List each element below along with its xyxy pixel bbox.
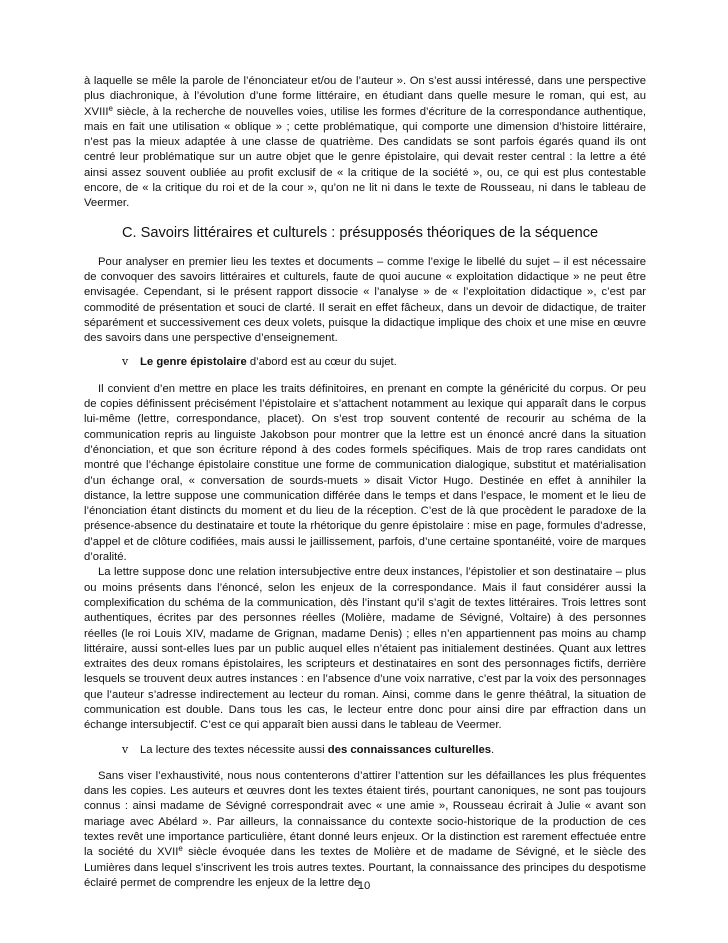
paragraph-exhaustivite: Sans viser l’exhaustivité, nous nous contenterons d’attirer l’attention sur les défaillances les plus fréquentes dans les copies. Les auteurs et œuvres dont les textes étaient tirés, pourtant canoniques, ne sont pas toujours connus : ainsi madame de Sévigné correspondrait avec « une amie », Rousseau écrirait à Julie « avant son mariage avec Abélard ». Par ailleurs, la connaissance du contexte socio-historique de la production de ces textes revêt une importance particulière, étant donné leurs enjeux. Or la distinction est rarement effectuée entre la société du XVIIe siècle évoquée dans les textes de Molière et de madame de Sévigné, et le siècle des Lumières dans lequel s’inscrivent les trois autres textes. Pourtant, la connaissance des principes du despotisme éclairé permet de comprendre les enjeux de la lettre de bbox=[84, 769, 646, 889]
bullet-marker: v bbox=[122, 355, 129, 369]
bullet-marker: v bbox=[122, 742, 129, 756]
page-number: 10 bbox=[357, 880, 371, 892]
bullet-genre-epistolaire: v Le genre épistolaire d’abord est au cœur du sujet. bbox=[84, 354, 646, 370]
section-heading: C. Savoirs littéraires et culturels : présupposés théoriques de la séquence bbox=[122, 224, 599, 241]
bullet-bold-text: des connaissances culturelles bbox=[327, 743, 492, 756]
bullet-bold-text: Le genre épistolaire bbox=[140, 356, 247, 369]
paragraph-intro: à laquelle se mêle la parole de l’énonciateur et/ou de l’auteur ». On s’est aussi intéressé, dans une perspective plus diachronique, à l’évolution d’une forme littéraire, en étudiant dans quelle mesure le roman, qui est, au XVIIIe siècle, à la recherche de nouvelles voies, utilise les formes d’écriture de la correspondance authentique, mais en fait une utilisation « oblique » ; cette problématique, qui comporte une dimension d’histoire littéraire, n’est pas la mieux adaptée à une classe de quatrième. Des candidats se sont parfois égarés quand ils ont centré leur problématique sur un autre objet que le genre épistolaire, qui devait rester central : la lettre a été ainsi assez souvent oubliée au profit exclusif de « la critique de la société », ou, ce qui est plus contestable encore, de « la critique du roi et de la cour », qu’on ne lit ni dans le texte de Rousseau, ni dans le tableau de Veermer. bbox=[84, 75, 646, 210]
paragraph-traits: Il convient d’en mettre en place les traits définitoires, en prenant en compte la généricité du corpus. Or peu de copies définissent précisément l’épistolaire et s’attachent notamment au lexique qui apparaît dans le corpus lui-même (lettre, correspondance, placet). On s’est trop souvent contenté de recourir au schéma de la communication repris au linguiste Jakobson pour montrer que la lettre est un énoncé ancré dans la situation d’énonciation, et que son écriture répond à des codes formels spécifiques. Mais de trop rares candidats ont montré que l’échange épistolaire constitue une forme de communication dialogique, substitut et matérialisation d’un échange oral, « conversation de sourds-muets » disait Victor Hugo. Destinée en effet à annihiler la distance, la lettre suppose une communication différée dans le temps et dans l’espace, le moment et le lieu de l’énonciation étant distincts du moment et du lieu de la réception. C’est de là que procèdent le paradoxe de la présence-absence du destinataire et toute la rhétorique du genre épistolaire : mise en page, formules d’adresse, d’appel et de clôture codifiées, mais aussi le jaillissement, parfois, d’une certaine spontanéité, voire de marques d’oralité. bbox=[84, 382, 646, 564]
superscript: e bbox=[178, 844, 183, 854]
bullet-connaissances: v La lecture des textes nécessite aussi des connaissances culturelles. bbox=[84, 742, 646, 758]
paragraph-analysis: Pour analyser en premier lieu les textes et documents – comme l’exige le libellé du sujet – il est nécessaire de convoquer des savoirs littéraires et culturels, faute de quoi aucune « exploitation didactique » ne peut être envisagée. Cependant, si le présent rapport dissocie « l’analyse » de « l’exploitation didactique », c’est par commodité de présentation et souci de clarté. Il serait en effet fâcheux, dans un devoir de didactique, de traiter séparément et successivement ces deux volets, puisque la didactique implique des choix et une mise en œuvre des savoirs dans une perspective d’enseignement. bbox=[84, 255, 646, 345]
document-body bbox=[84, 74, 646, 891]
paragraph-relation: La lettre suppose donc une relation intersubjective entre deux instances, l’épistolier et son destinataire – plus ou moins présents dans l’énoncé, selon les enjeux de la correspondance. Mais il faut considérer aussi la complexification du schéma de la communication, dès l’instant qu’il s’agit de textes littéraires. Trois lettres sont authentiques, écrites par des personnes réelles (Molière, madame de Sévigné, Voltaire) à des personnes réelles (le roi Louis XIV, madame de Grignan, madame Denis) ; elles n’en appartiennent pas moins au champ littéraire, aussi sont-elles lues par un public auquel elles n’étaient pas initialement destinées. Quant aux lettres extraites des deux romans épistolaires, les scripteurs et destinataires en sont des personnages fictifs, derrière lesquels se trouvent deux autres instances : en l’absence d’une voix narrative, c’est par la voix des personnages que l’auteur s’adresse indirectement au lecteur du roman. Ainsi, comme dans le genre théâtral, la situation de communication est double. Dans tous les cas, le lecteur entre donc pour ainsi dire par effraction dans un échange intersubjectif. C’est ce qui apparaît bien aussi dans le tableau de Veermer. bbox=[84, 566, 646, 732]
superscript: e bbox=[108, 103, 113, 113]
